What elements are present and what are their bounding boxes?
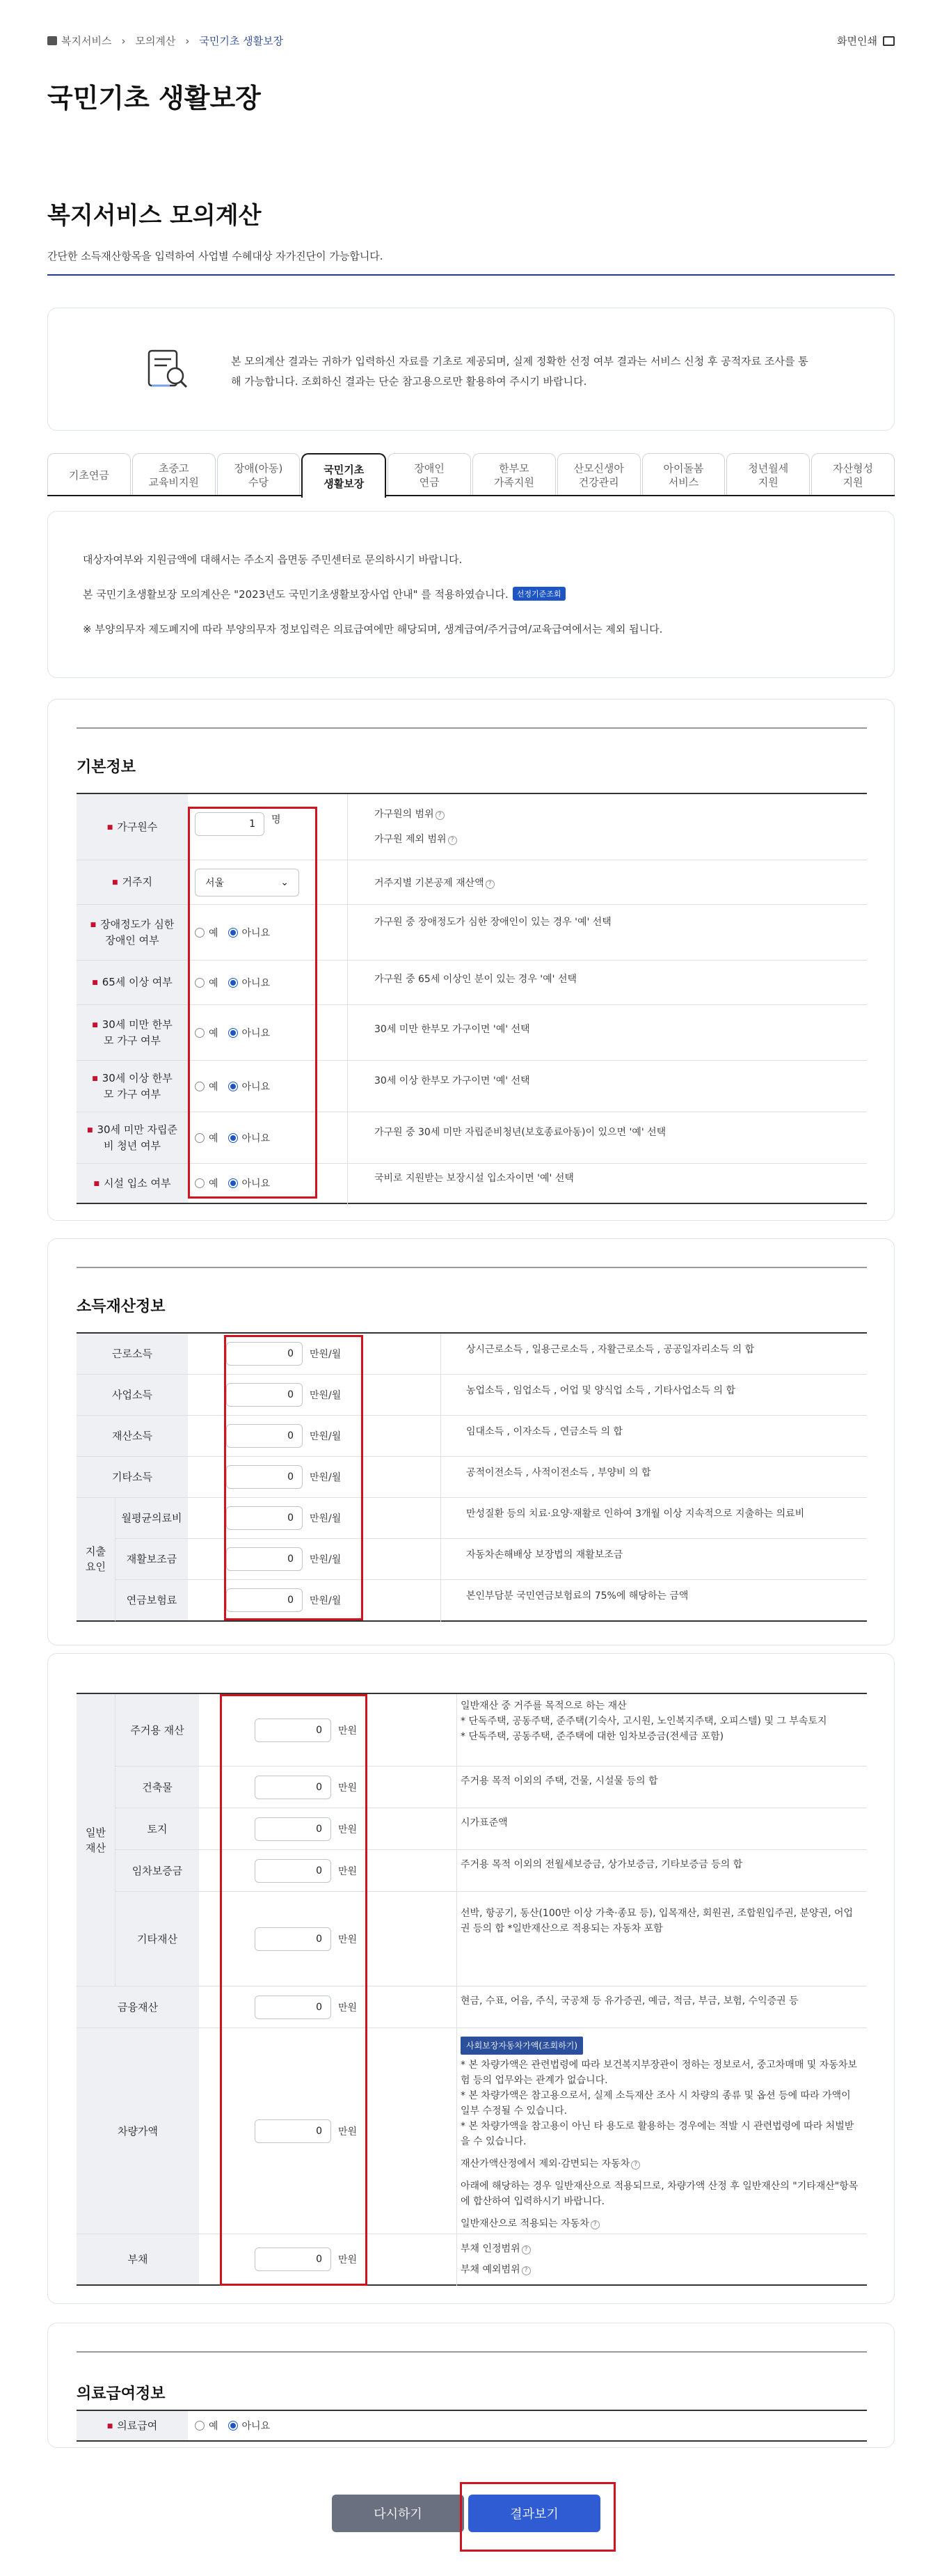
help-icon[interactable]: ? <box>631 2160 640 2170</box>
other-asset-row: 기타재산 0 만원 선박, 항공기, 동산(100만 이상 가축·종묘 등), 입목재산, 회원권, 조합원입주권, 분양권, 어업권 등의 합 *일반재산으로 적용되는 자동차 포함 <box>115 1892 867 1986</box>
tab-youth-rent[interactable]: 청년월세 지원 <box>726 453 810 495</box>
residence-select[interactable]: 서울 ⌄ <box>195 869 299 896</box>
highlight-box <box>188 807 317 1199</box>
household-row: ■ 가구원수 1 명 가구원의 범위 ? 가구원 제외 범위 ? <box>77 794 867 860</box>
radio-yes[interactable]: 예 <box>195 1080 218 1093</box>
basic-info-card <box>47 699 895 1221</box>
land-row: 토지 0 만원 시가표준액 <box>115 1808 867 1850</box>
help-icon[interactable]: ? <box>522 2266 531 2275</box>
unit-label: 명 <box>271 814 281 825</box>
medical-benefit-row: ■ 의료급여 예 아니요 <box>77 2411 867 2442</box>
result-button[interactable]: 결과보기 <box>468 2495 600 2532</box>
divider <box>47 274 895 276</box>
help-icon[interactable]: ? <box>591 2220 600 2229</box>
help-icon[interactable]: ? <box>522 2245 531 2254</box>
radio-yes[interactable]: 예 <box>195 1026 218 1040</box>
car-value-lookup-button[interactable]: 사회보장자동차가액(조회하기) <box>461 2037 583 2055</box>
severe-disability-row: ■ 장애정도가 심한 장애인 여부 예 아니요 가구원 중 장애정도가 심한 장애인이 있는 경우 '예' 선택 <box>77 905 867 961</box>
tab-single-parent[interactable]: 한부모 가족지원 <box>472 453 556 495</box>
chevron-down-icon: ⌄ <box>280 876 289 888</box>
help-icon[interactable]: ? <box>448 836 457 845</box>
breadcrumb-home[interactable]: 복지서비스 <box>47 33 111 48</box>
income-row: 근로소득 0 만원/월 상시근로소득 , 일용근로소득 , 자활근로소득 , 공공일자리소득 의 합 <box>77 1334 867 1375</box>
section-title: 복지서비스 모의계산 <box>47 202 262 230</box>
income-row: 월평균의료비 0 만원/월 만성질환 등의 치료·요양·재활로 인하여 3개월 이상 지속적으로 지출하는 의료비 <box>115 1498 867 1539</box>
radio-yes[interactable]: 예 <box>195 1176 218 1190</box>
car-value-row: 차량가액 0 만원 사회보장자동차가액(조회하기) * 본 차량가액은 관련법령에 따라 보건복지부장관이 정하는 정보로서, 중고차매매 및 자동차보험 등의 업무와는 관계가 없습니다. * 본 차량가액은 참고용으로서, 실제 소득재산 조사 시 차량의 종류 및 옵션 등에 따라 가액이 일부 수정될 수 있습니다. * 본 차량가액을 참고용이 아닌 타 용도로 활용하는 경우에는 적발 시 관련법령에 따라 처벌받을 수 있습니다. 재산가액산정에서 제외·감면되는 자동차 ? 아래에 해당하는 경우 일반재산으로 적용되므로, 차량가액 산정 후 일반재산의 "기타재산"항목에 합산하여 입력하시기 바랍니다. 일반재산으로 적용되는 자동차 ? <box>77 2028 867 2234</box>
financial-asset-row: 금융재산 0 만원 현금, 수표, 어음, 주식, 국공채 등 유가증권, 예금, 적금, 부금, 보험, 수익증권 등 <box>77 1986 867 2028</box>
income-row: 기타소득 0 만원/월 공적이전소득 , 사적이전소득 , 부양비 의 합 <box>77 1457 867 1498</box>
medical-card <box>47 2323 895 2448</box>
radio-no[interactable]: 아니요 <box>228 1131 271 1145</box>
printer-icon <box>883 36 895 46</box>
page-title: 국민기초 생활보장 <box>47 83 261 113</box>
print-label: 화면인쇄 <box>837 35 877 47</box>
chevron-right-icon: › <box>121 34 126 47</box>
tab-disability-pension[interactable]: 장애인 연금 <box>388 453 471 495</box>
radio-no[interactable]: 아니요 <box>228 1080 271 1093</box>
age-65-row: ■ 65세 이상 여부 예 아니요 가구원 중 65세 이상인 분이 있는 경우 '예' 선택 <box>77 961 867 1005</box>
chevron-right-icon: › <box>185 34 190 47</box>
residential-asset-row: 주거용 재산 0 만원 일반재산 중 거주를 목적으로 하는 재산 * 단독주택, 공동주택, 준주택(기숙사, 고시원, 노인복지주택, 오피스텔) 및 그 부속토지 * 단독주택, 공동주택, 준주택에 대한 임차보증금(전세금 포함) <box>115 1694 867 1767</box>
tab-maternal-care[interactable]: 산모신생아 건강관리 <box>557 453 641 495</box>
basic-info-title: 기본정보 <box>77 759 136 776</box>
highlight-box <box>224 1335 363 1620</box>
help-icon[interactable]: ? <box>436 811 445 820</box>
tab-childcare[interactable]: 아이돌봄 서비스 <box>642 453 726 495</box>
debt-row: 부채 0 만원 부채 인정범위 ? 부채 예외범위 ? <box>77 2234 867 2286</box>
radio-no[interactable]: 아니요 <box>228 1026 271 1040</box>
facility-row: ■ 시설 입소 여부 예 아니요 국비로 지원받는 보장시설 입소자이면 '예' 선택 <box>77 1164 867 1204</box>
highlight-box <box>460 2482 616 2552</box>
single-parent-over30-row: ■ 30세 이상 한부모 가구 여부 예 아니요 30세 이상 한부모 가구이면 '예' 선택 <box>77 1061 867 1112</box>
info-line: 본 국민기초생활보장 모의계산은 "2023년도 국민기초생활보장사업 안내" 를 적용하였습니다. 선정기준조회 <box>83 587 566 601</box>
tab-education[interactable]: 초중고 교육비지원 <box>132 453 216 495</box>
highlight-box <box>220 1694 367 2286</box>
criteria-lookup-button[interactable]: 선정기준조회 <box>513 587 566 601</box>
help-icon[interactable]: ? <box>486 880 495 889</box>
asset-card <box>47 1653 895 2304</box>
radio-yes[interactable]: 예 <box>195 976 218 990</box>
residence-row: ■ 거주지 서울 ⌄ 거주지별 기본공제 재산액 ? <box>77 860 867 905</box>
print-button[interactable] <box>837 33 895 48</box>
reset-button[interactable]: 다시하기 <box>332 2495 464 2532</box>
radio-yes[interactable]: 예 <box>195 1131 218 1145</box>
income-row: 재활보조금 0 만원/월 자동차손해배상 보장법의 재활보조금 <box>115 1539 867 1580</box>
income-card <box>47 1238 895 1645</box>
radio-yes[interactable]: 예 <box>195 926 218 940</box>
radio-yes[interactable]: 예 <box>195 2419 218 2433</box>
notice-card <box>47 308 895 431</box>
tab-basic-livelihood[interactable]: 국민기초 생활보장 <box>301 453 386 498</box>
building-row: 건축물 0 만원 주거용 목적 이외의 주택, 건물, 시설물 등의 합 <box>115 1767 867 1808</box>
general-asset-group-label: 일반재산 <box>77 1694 115 1986</box>
income-row: 재산소득 0 만원/월 임대소득 , 이자소득 , 연금소득 의 합 <box>77 1416 867 1457</box>
expense-group-label: 지출요인 <box>77 1498 115 1622</box>
household-label: ■ 가구원수 <box>77 794 188 860</box>
breadcrumb-current: 국민기초 생활보장 <box>199 35 284 47</box>
divider <box>77 727 867 729</box>
radio-no[interactable]: 아니요 <box>228 2419 271 2433</box>
income-row: 연금보험료 0 만원/월 본인부담분 국민연금보험료의 75%에 해당하는 금액 <box>115 1580 867 1622</box>
info-line: 대상자여부와 지원금액에 대해서는 주소지 읍면동 주민센터로 문의하시기 바랍니다. <box>83 553 463 566</box>
breadcrumb-item[interactable]: 모의계산 <box>135 35 176 47</box>
tab-asset-building[interactable]: 자산형성 지원 <box>811 453 895 495</box>
info-line: ※ 부양의무자 제도폐지에 따라 부양의무자 정보입력은 의료급여에만 해당되며, 생계급여/주거급여/교육급여에서는 제외 됩니다. <box>83 623 663 635</box>
tab-disability-allowance[interactable]: 장애(아동) 수당 <box>217 453 301 495</box>
radio-no[interactable]: 아니요 <box>228 976 271 990</box>
youth-independence-row: ■ 30세 미만 자립준비 청년 여부 예 아니요 가구원 중 30세 미만 자립준비청년(보호종료아동)이 있으면 '예' 선택 <box>77 1112 867 1164</box>
medical-title: 의료급여정보 <box>77 2385 166 2403</box>
info-card <box>47 511 895 678</box>
section-description: 간단한 소득재산항목을 입력하여 사업별 수혜대상 자가진단이 가능합니다. <box>47 250 383 262</box>
single-parent-under30-row: ■ 30세 미만 한부모 가구 여부 예 아니요 30세 미만 한부모 가구이면 '예' 선택 <box>77 1005 867 1061</box>
deposit-row: 임차보증금 0 만원 주거용 목적 이외의 전월세보증금, 상가보증금, 기타보증금 등의 합 <box>115 1850 867 1892</box>
service-tabs <box>47 453 895 496</box>
income-row: 사업소득 0 만원/월 농업소득 , 임업소득 , 어업 및 양식업 소득 , 기타사업소득 의 합 <box>77 1375 867 1416</box>
breadcrumb <box>47 33 283 48</box>
radio-no[interactable]: 아니요 <box>228 926 271 940</box>
notice-text: 본 모의계산 결과는 귀하가 입력하신 자료를 기초로 제공되며, 실제 정확한 선정 여부 결과는 서비스 신청 후 공적자료 조사를 통해 가능합니다. 조회하신 결과는 단순 참고용으로만 활용하여 주시기 바랍니다. <box>231 355 808 388</box>
income-title: 소득재산정보 <box>77 1298 166 1315</box>
tab-basic-pension[interactable]: 기초연금 <box>47 453 131 495</box>
home-icon <box>47 36 57 45</box>
radio-no[interactable]: 아니요 <box>228 1176 271 1190</box>
document-search-icon <box>145 345 192 393</box>
